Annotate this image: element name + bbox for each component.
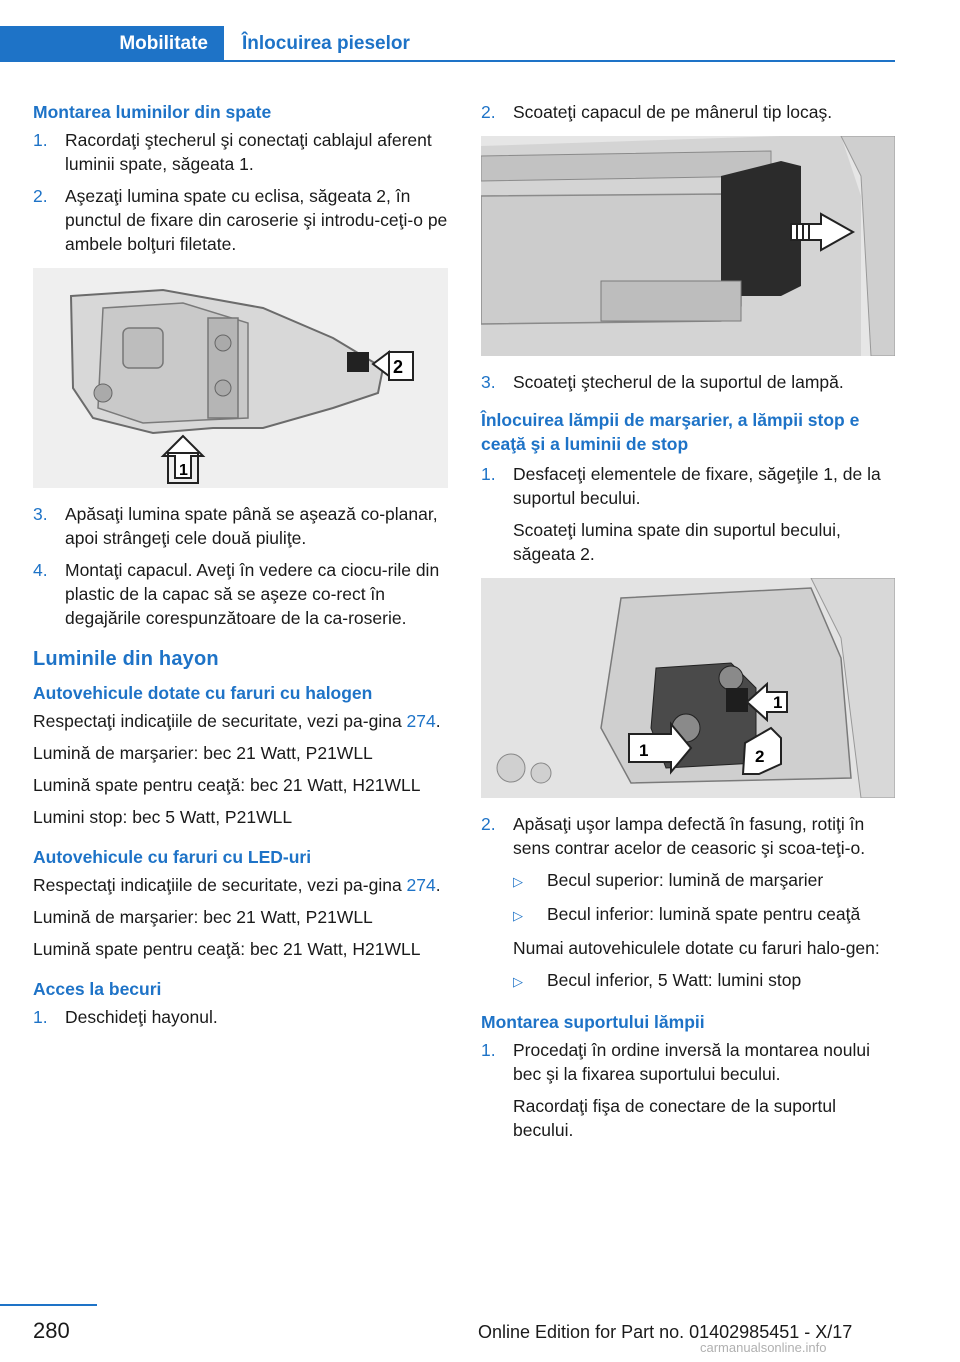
- running-header: [0, 26, 895, 62]
- page-link[interactable]: 274: [406, 711, 436, 731]
- step-item: [481, 1038, 895, 1086]
- step-item: [481, 462, 895, 510]
- step-item: [481, 370, 895, 394]
- step-text: Deschideţi hayonul.: [65, 1007, 218, 1027]
- step-number: 4.: [33, 560, 48, 580]
- bullet-text: Becul inferior: lumină spate pentru ceaţă: [547, 904, 861, 924]
- step-number: 1.: [481, 464, 496, 484]
- bulb-spec: Lumini stop: bec 5 Watt, P21WLL: [33, 807, 293, 827]
- chapter-tab-label: Înlocuirea pieselor: [242, 33, 410, 54]
- step-number: 3.: [33, 504, 48, 524]
- right-column: [481, 100, 895, 1150]
- step-text: Apăsaţi lumina spate până se aşează co‐planar, apoi strângeţi cele două piuliţe.: [65, 504, 438, 548]
- heading-inlocuirea-lampii: Înlocuirea lămpii de marşarier, a lămpii stop e ceaţă şi a luminii de stop: [481, 410, 860, 454]
- step-text: Desfaceţi elementele de fixare, săgeţile 1, de la suportul becului.: [513, 464, 881, 508]
- arrow-label-2: 2: [393, 357, 404, 377]
- arrow-label-1: 1: [179, 462, 188, 479]
- step-item: [33, 558, 448, 630]
- bullet-item: [481, 902, 895, 928]
- arrow-label-1-lower: 1: [639, 741, 649, 760]
- arrow-label-2: 2: [755, 747, 765, 766]
- chapter-tab: [224, 26, 410, 62]
- step-continuation: Racordaţi fişa de conectare de la suportul becului.: [513, 1096, 836, 1140]
- heading-montarea-luminilor: Montarea luminilor din spate: [33, 102, 272, 122]
- safety-ref-end: .: [435, 711, 441, 731]
- heading-halogen: Autovehicule dotate cu faruri cu halogen: [33, 683, 373, 703]
- step-text: Montaţi capacul. Aveţi în vedere ca ciocu‐rile din plastic de la capac să se aşeze co‐rect în degajările corespunzătoare de la ca‐roserie.: [65, 560, 440, 628]
- safety-reference: [33, 709, 448, 733]
- page-link[interactable]: 274: [406, 875, 436, 895]
- step-text: Scoateţi ştecherul de la suportul de lampă.: [513, 372, 844, 392]
- footer-rule: [0, 1304, 97, 1306]
- bulb-spec: Lumină spate pentru ceaţă: bec 21 Watt, H21WLL: [33, 939, 421, 959]
- step-item: [481, 100, 895, 124]
- header-rule: [224, 60, 895, 62]
- step-number: 2.: [481, 102, 496, 122]
- step-item: [33, 1005, 448, 1029]
- figure-handle-cover: [481, 136, 895, 356]
- safety-ref-end: .: [435, 875, 441, 895]
- step-number: 1.: [33, 1007, 48, 1027]
- step-number: 2.: [481, 814, 496, 834]
- step-continuation: Scoateţi lumina spate din suportul becului, săgeata 2.: [513, 520, 841, 564]
- heading-acces-la-becuri: Acces la becuri: [33, 979, 162, 999]
- step-text: Racordaţi ştecherul şi conectaţi cablajul aferent luminii spate, săgeata 1.: [65, 130, 432, 174]
- triangle-bullet-icon: ▷: [513, 874, 523, 889]
- left-column: [33, 100, 448, 1037]
- bulb-spec: Lumină de marşarier: bec 21 Watt, P21WLL: [33, 907, 373, 927]
- bulb-spec: Lumină spate pentru ceaţă: bec 21 Watt, H21WLL: [33, 775, 421, 795]
- step-text: Apăsaţi uşor lampa defectă în fasung, rotiţi în sens contrar acelor de ceasoric şi scoa‐teţi-o.: [513, 814, 866, 858]
- bullet-text: Becul superior: lumină de marşarier: [547, 870, 824, 890]
- triangle-bullet-icon: ▷: [513, 908, 523, 923]
- step-text: Aşezaţi lumina spate cu eclisa, săgeata 2, în punctul de fixare din caroserie şi introdu‐ceţi-o pe ambele bolţuri filetate.: [65, 186, 448, 254]
- heading-montarea-suportului: Montarea suportului lămpii: [481, 1012, 705, 1032]
- step-item: [33, 128, 448, 176]
- bullet-text: Becul inferior, 5 Watt: lumini stop: [547, 970, 802, 990]
- step-number: 3.: [481, 372, 496, 392]
- safety-reference: [33, 873, 448, 897]
- heading-led: Autovehicule cu faruri cu LED-uri: [33, 847, 312, 867]
- tail-light-illustration: [33, 268, 448, 488]
- page-number: 280: [33, 1318, 70, 1343]
- step-text: Scoateţi capacul de pe mânerul tip locaş.: [513, 102, 833, 122]
- arrow-label-1-upper: 1: [773, 693, 783, 712]
- triangle-bullet-icon: ▷: [513, 974, 523, 989]
- step-continuation: Numai autovehiculele dotate cu faruri halo‐gen:: [513, 938, 880, 958]
- figure-bulb-holder: [481, 578, 895, 798]
- section-tab-label: Mobilitate: [119, 33, 208, 54]
- handle-cover-illustration: [481, 136, 895, 356]
- heading-luminile-din-hayon: Luminile din hayon: [33, 648, 219, 670]
- step-number: 1.: [33, 130, 48, 150]
- bulb-spec: Lumină de marşarier: bec 21 Watt, P21WLL: [33, 743, 373, 763]
- safety-ref-text: Respectaţi indicaţiile de securitate, vezi pa‐gina: [33, 875, 407, 895]
- step-item: [33, 502, 448, 550]
- bullet-item: [481, 968, 895, 994]
- step-number: 1.: [481, 1040, 496, 1060]
- bulb-holder-illustration: [481, 578, 895, 798]
- step-item: [481, 812, 895, 860]
- step-number: 2.: [33, 186, 48, 206]
- figure-tail-light-assembly: [33, 268, 448, 488]
- section-tab-mobilitate: [0, 26, 224, 62]
- step-item: [33, 184, 448, 256]
- step-text: Procedaţi în ordine inversă la montarea noului bec şi la fixarea suportului becului.: [513, 1040, 871, 1084]
- safety-ref-text: Respectaţi indicaţiile de securitate, vezi pa‐gina: [33, 711, 407, 731]
- bullet-item: [481, 868, 895, 894]
- edition-line: Online Edition for Part no. 01402985451 - X/17: [478, 1322, 853, 1342]
- watermark: carmanualsonline.info: [700, 1340, 827, 1355]
